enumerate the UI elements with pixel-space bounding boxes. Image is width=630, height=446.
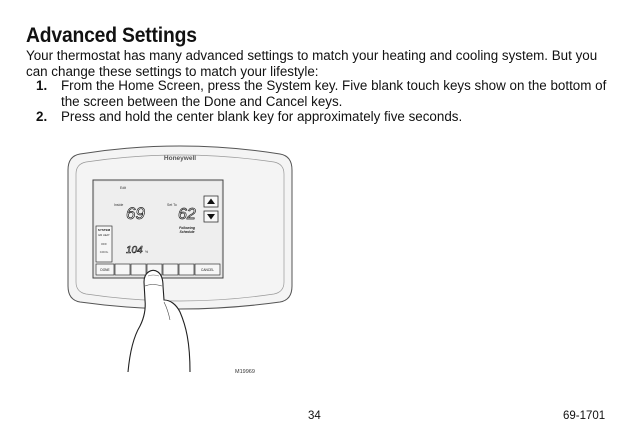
inside-temperature: 69: [126, 204, 145, 223]
page-title: Advanced Settings: [26, 24, 197, 47]
blank-key[interactable]: [163, 264, 178, 275]
figure-id: M19969: [235, 369, 255, 375]
set-temperature: 62: [178, 206, 196, 223]
blank-key[interactable]: [179, 264, 194, 275]
status-line-2: Schedule: [179, 230, 195, 234]
cancel-label: CANCEL: [201, 268, 214, 272]
inside-label: Inside: [114, 203, 124, 207]
thermostat-illustration: [60, 140, 300, 380]
page-number: 34: [308, 410, 321, 422]
edit-label: Edit: [120, 186, 127, 190]
done-label: DONE: [100, 268, 110, 272]
document-number: 69-1701: [563, 410, 606, 422]
steps-list: [26, 78, 616, 125]
step-text: From the Home Screen, press the System key. Five blank touch keys show on the bottom of the screen between the Done and Cancel keys.: [61, 78, 607, 109]
step-number: 1.: [36, 78, 48, 93]
humidity-unit: %: [145, 250, 149, 254]
blank-key[interactable]: [115, 264, 130, 275]
step-item: [26, 78, 616, 109]
status-line-1: Following: [179, 226, 195, 230]
off-label: OFF: [101, 242, 107, 246]
blank-key[interactable]: [131, 264, 146, 275]
system-sub-label: EM HEAT: [98, 234, 110, 237]
humidity-value: 104: [126, 245, 143, 256]
intro-paragraph: Your thermostat has many advanced settings to match your heating and cooling system. But you can change these settings to match your lifestyle:: [26, 48, 598, 79]
system-label: SYSTEM: [97, 228, 111, 232]
set-to-label: Set To: [167, 203, 177, 207]
step-text: Press and hold the center blank key for approximately five seconds.: [61, 109, 463, 125]
step-number: 2.: [36, 109, 48, 125]
cool-label: COOL: [99, 250, 109, 254]
step-item: [26, 109, 616, 125]
brand-logo: Honeywell: [163, 155, 197, 162]
